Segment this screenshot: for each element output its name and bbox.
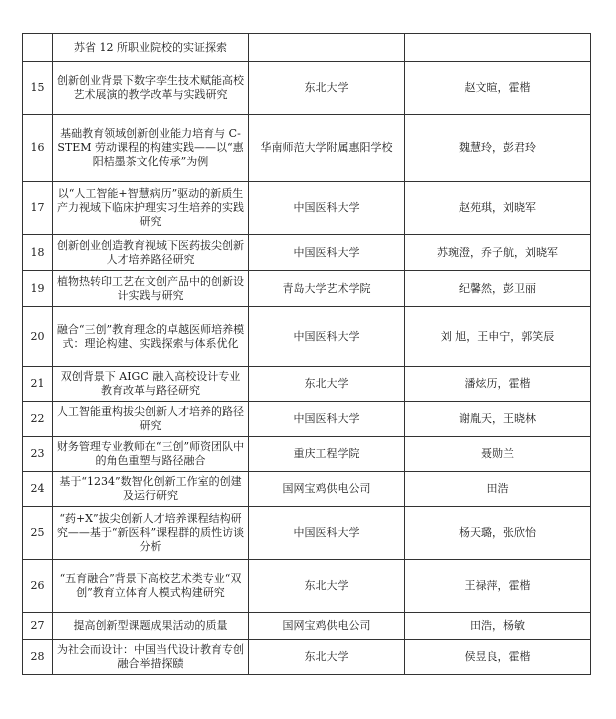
table-row <box>23 367 591 402</box>
row-number <box>23 34 53 62</box>
table-row <box>23 307 591 367</box>
institution: 东北大学 <box>249 560 405 613</box>
row-number: 21 <box>23 367 53 402</box>
table-row <box>23 560 591 613</box>
paper-title: 双创背景下 AIGC 融入高校设计专业教育改革与路径研究 <box>53 367 249 402</box>
authors: 纪馨然，彭卫丽 <box>405 271 591 307</box>
table-row <box>23 640 591 675</box>
institution: 华南师范大学附属惠阳学校 <box>249 115 405 182</box>
row-number: 17 <box>23 182 53 235</box>
paper-title: 为社会而设计：中国当代设计教育专创融合举措探赜 <box>53 640 249 675</box>
row-number: 28 <box>23 640 53 675</box>
institution: 中国医科大学 <box>249 307 405 367</box>
institution: 中国医科大学 <box>249 402 405 437</box>
paper-title: 苏省 12 所职业院校的实证探索 <box>53 34 249 62</box>
row-number: 18 <box>23 235 53 271</box>
institution: 国网宝鸡供电公司 <box>249 472 405 507</box>
authors <box>405 34 591 62</box>
authors: 侯昱良，霍楷 <box>405 640 591 675</box>
paper-title: 以“人工智能+智慧病历”驱动的新质生产力视域下临床护理实习生培养的实践研究 <box>53 182 249 235</box>
table-row <box>23 182 591 235</box>
paper-title: 创新创业创造教育视域下医药拔尖创新人才培养路径研究 <box>53 235 249 271</box>
row-number: 25 <box>23 507 53 560</box>
table-row <box>23 437 591 472</box>
institution: 中国医科大学 <box>249 507 405 560</box>
authors: 聂勋兰 <box>405 437 591 472</box>
paper-title: 财务管理专业教师在“三创”师资团队中的角色重塑与路径融合 <box>53 437 249 472</box>
institution: 东北大学 <box>249 640 405 675</box>
paper-title: 基于“1234”数智化创新工作室的创建及运行研究 <box>53 472 249 507</box>
authors: 赵文暄，霍楷 <box>405 62 591 115</box>
table-row <box>23 271 591 307</box>
authors: 苏琬澄，乔子航，刘晓军 <box>405 235 591 271</box>
institution: 中国医科大学 <box>249 182 405 235</box>
institution: 东北大学 <box>249 367 405 402</box>
row-number: 16 <box>23 115 53 182</box>
row-number: 23 <box>23 437 53 472</box>
paper-title: 创新创业背景下数字孪生技术赋能高校艺术展演的教学改革与实践研究 <box>53 62 249 115</box>
authors: 赵苑琪，刘晓军 <box>405 182 591 235</box>
table-row <box>23 235 591 271</box>
paper-title: 融合“三创”教育理念的卓越医师培养模式：理论构建、实践探索与体系优化 <box>53 307 249 367</box>
row-number: 20 <box>23 307 53 367</box>
authors: 刘 旭，王申宁，郭笑辰 <box>405 307 591 367</box>
paper-title: “药+X”拔尖创新人才培养课程结构研究——基于“新医科”课程群的质性访谈分析 <box>53 507 249 560</box>
authors: 王禄萍，霍楷 <box>405 560 591 613</box>
institution: 中国医科大学 <box>249 235 405 271</box>
row-number: 27 <box>23 613 53 640</box>
authors: 潘炫历，霍楷 <box>405 367 591 402</box>
institution: 东北大学 <box>249 62 405 115</box>
institution: 重庆工程学院 <box>249 437 405 472</box>
paper-title: 基础教育领域创新创业能力培育与 C-STEM 劳动课程的构建实践——以“惠阳桔墨茶文化传承”为例 <box>53 115 249 182</box>
row-number: 26 <box>23 560 53 613</box>
authors: 田浩 <box>405 472 591 507</box>
table-row <box>23 34 591 62</box>
paper-title: 提高创新型课题成果活动的质量 <box>53 613 249 640</box>
paper-title: 人工智能重构拔尖创新人才培养的路径研究 <box>53 402 249 437</box>
authors: 魏慧玲，彭君玲 <box>405 115 591 182</box>
authors: 谢胤天，王晓林 <box>405 402 591 437</box>
paper-title: “五育融合”背景下高校艺术类专业“双创”教育立体育人模式构建研究 <box>53 560 249 613</box>
table-row <box>23 613 591 640</box>
paper-title: 植物热转印工艺在文创产品中的创新设计实践与研究 <box>53 271 249 307</box>
institution: 国网宝鸡供电公司 <box>249 613 405 640</box>
authors: 田浩，杨敏 <box>405 613 591 640</box>
papers-table <box>22 33 591 675</box>
table-row <box>23 507 591 560</box>
authors: 杨天璐，张欣怡 <box>405 507 591 560</box>
institution: 青岛大学艺术学院 <box>249 271 405 307</box>
row-number: 19 <box>23 271 53 307</box>
row-number: 22 <box>23 402 53 437</box>
table-row <box>23 402 591 437</box>
table-row <box>23 115 591 182</box>
institution <box>249 34 405 62</box>
row-number: 15 <box>23 62 53 115</box>
table-row <box>23 62 591 115</box>
table-row <box>23 472 591 507</box>
row-number: 24 <box>23 472 53 507</box>
